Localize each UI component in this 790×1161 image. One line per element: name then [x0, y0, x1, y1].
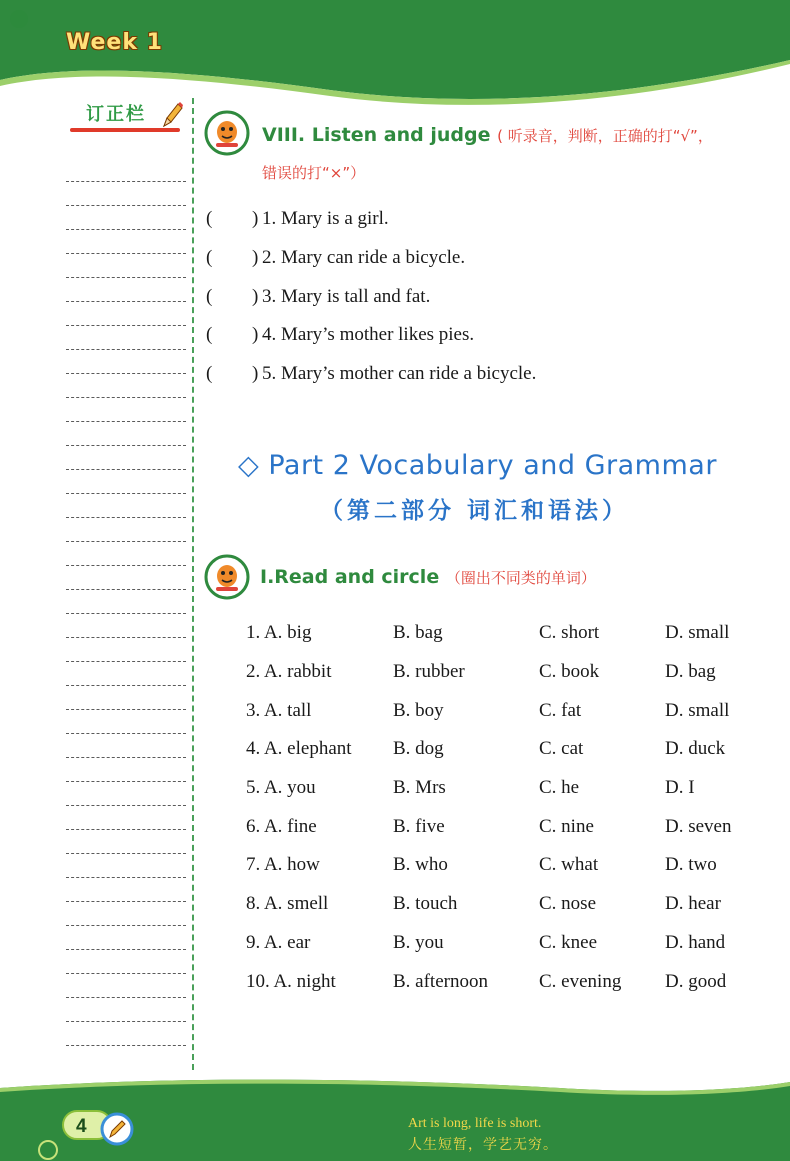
mascot-icon: [204, 110, 250, 156]
option-c[interactable]: C. evening: [539, 970, 622, 992]
option-a[interactable]: 4. A. elephant: [246, 738, 352, 760]
section-8-instruction: ( 听录音，判断，正确的打“√”，: [497, 127, 713, 145]
vocab-row: [246, 691, 765, 730]
option-d[interactable]: D. two: [665, 854, 717, 876]
vocab-table: [246, 614, 765, 1001]
option-d[interactable]: D. hear: [665, 893, 721, 915]
footer-decoration: [38, 1140, 58, 1160]
judge-statement: 4. Mary’s mother likes pies.: [262, 324, 475, 346]
answer-blank-close: ): [252, 208, 259, 230]
option-a[interactable]: 2. A. rabbit: [246, 661, 332, 683]
option-d[interactable]: D. good: [665, 970, 727, 992]
option-c[interactable]: C. knee: [539, 931, 598, 953]
page-number: 4: [62, 1110, 112, 1140]
option-b[interactable]: B. afternoon: [393, 970, 488, 992]
answer-blank-open[interactable]: (: [206, 247, 213, 269]
top-banner: [0, 0, 790, 110]
vocab-row: [246, 846, 765, 885]
judge-item: [206, 239, 536, 278]
section-8-instruction-cont: 错误的打“×”）: [262, 164, 366, 182]
judge-statement: 2. Mary can ride a bicycle.: [262, 247, 466, 269]
option-c[interactable]: C. fat: [539, 699, 582, 721]
option-b[interactable]: B. boy: [393, 699, 444, 721]
option-d[interactable]: D. hand: [665, 931, 726, 953]
option-b[interactable]: B. who: [393, 854, 448, 876]
vocab-row: [246, 614, 765, 653]
answer-blank-close: ): [252, 363, 259, 385]
option-d[interactable]: D. I: [665, 777, 695, 799]
vocab-row: [246, 730, 765, 769]
option-a[interactable]: 7. A. how: [246, 854, 320, 876]
answer-blank-open[interactable]: (: [206, 285, 213, 307]
correction-lines: [66, 158, 186, 1046]
option-c[interactable]: C. nose: [539, 893, 596, 915]
section-1-instruction: （圈出不同类的单词）: [445, 569, 596, 587]
option-b[interactable]: B. bag: [393, 622, 443, 644]
vocab-row: [246, 962, 765, 1001]
option-c[interactable]: C. cat: [539, 738, 584, 760]
answer-blank-open[interactable]: (: [206, 324, 213, 346]
option-d[interactable]: D. small: [665, 622, 730, 644]
option-b[interactable]: B. rubber: [393, 661, 465, 683]
option-c[interactable]: C. he: [539, 777, 580, 799]
option-a[interactable]: 9. A. ear: [246, 931, 311, 953]
part-2-title: ◇ Part 2 Vocabulary and Grammar: [238, 450, 717, 481]
section-1-title: I.Read and circle: [260, 566, 440, 588]
option-b[interactable]: B. touch: [393, 893, 458, 915]
option-a[interactable]: 6. A. fine: [246, 815, 317, 837]
answer-blank-close: ): [252, 285, 259, 307]
judge-statement: 5. Mary’s mother can ride a bicycle.: [262, 363, 537, 385]
option-d[interactable]: D. duck: [665, 738, 726, 760]
judge-item: [206, 200, 536, 239]
column-separator: [192, 98, 194, 1070]
answer-blank-open[interactable]: (: [206, 208, 213, 230]
vocab-row: [246, 653, 765, 692]
footer-quote-english: Art is long, life is short.: [408, 1116, 542, 1131]
section-8-heading: [262, 124, 713, 146]
option-b[interactable]: B. Mrs: [393, 777, 446, 799]
option-c[interactable]: C. book: [539, 661, 600, 683]
judge-item: [206, 277, 536, 316]
option-c[interactable]: C. what: [539, 854, 599, 876]
mascot-icon: [204, 554, 250, 600]
correction-column-title: 订正栏: [86, 104, 146, 125]
week-label: Week 1: [66, 30, 163, 55]
section-8-title: VIII. Listen and judge: [262, 124, 491, 146]
option-b[interactable]: B. dog: [393, 738, 444, 760]
judge-list: [206, 200, 536, 393]
option-d[interactable]: D. bag: [665, 661, 716, 683]
option-a[interactable]: 5. A. you: [246, 777, 316, 799]
vocab-row: [246, 885, 765, 924]
part-2-subtitle: （第二部分 词汇和语法）: [320, 497, 630, 524]
option-a[interactable]: 1. A. big: [246, 622, 312, 644]
option-b[interactable]: B. five: [393, 815, 445, 837]
footer-quote-chinese: 人生短暂，学艺无穷。: [408, 1137, 558, 1153]
option-b[interactable]: B. you: [393, 931, 444, 953]
pencil-badge-icon: [100, 1112, 134, 1146]
option-a[interactable]: 10. A. night: [246, 970, 336, 992]
option-c[interactable]: C. nine: [539, 815, 594, 837]
vocab-row: [246, 807, 765, 846]
answer-blank-close: ): [252, 324, 259, 346]
answer-blank-open[interactable]: (: [206, 363, 213, 385]
option-a[interactable]: 8. A. smell: [246, 893, 329, 915]
pencil-icon: [158, 100, 184, 130]
option-d[interactable]: D. seven: [665, 815, 732, 837]
vocab-row: [246, 769, 765, 808]
corner-decoration: [10, 10, 28, 28]
judge-item: [206, 316, 536, 355]
option-d[interactable]: D. small: [665, 699, 730, 721]
section-1-heading: [260, 566, 596, 588]
vocab-row: [246, 924, 765, 963]
judge-statement: 3. Mary is tall and fat.: [262, 285, 431, 307]
judge-item: [206, 355, 536, 394]
judge-statement: 1. Mary is a girl.: [262, 208, 389, 230]
option-c[interactable]: C. short: [539, 622, 600, 644]
answer-blank-close: ): [252, 247, 259, 269]
option-a[interactable]: 3. A. tall: [246, 699, 312, 721]
